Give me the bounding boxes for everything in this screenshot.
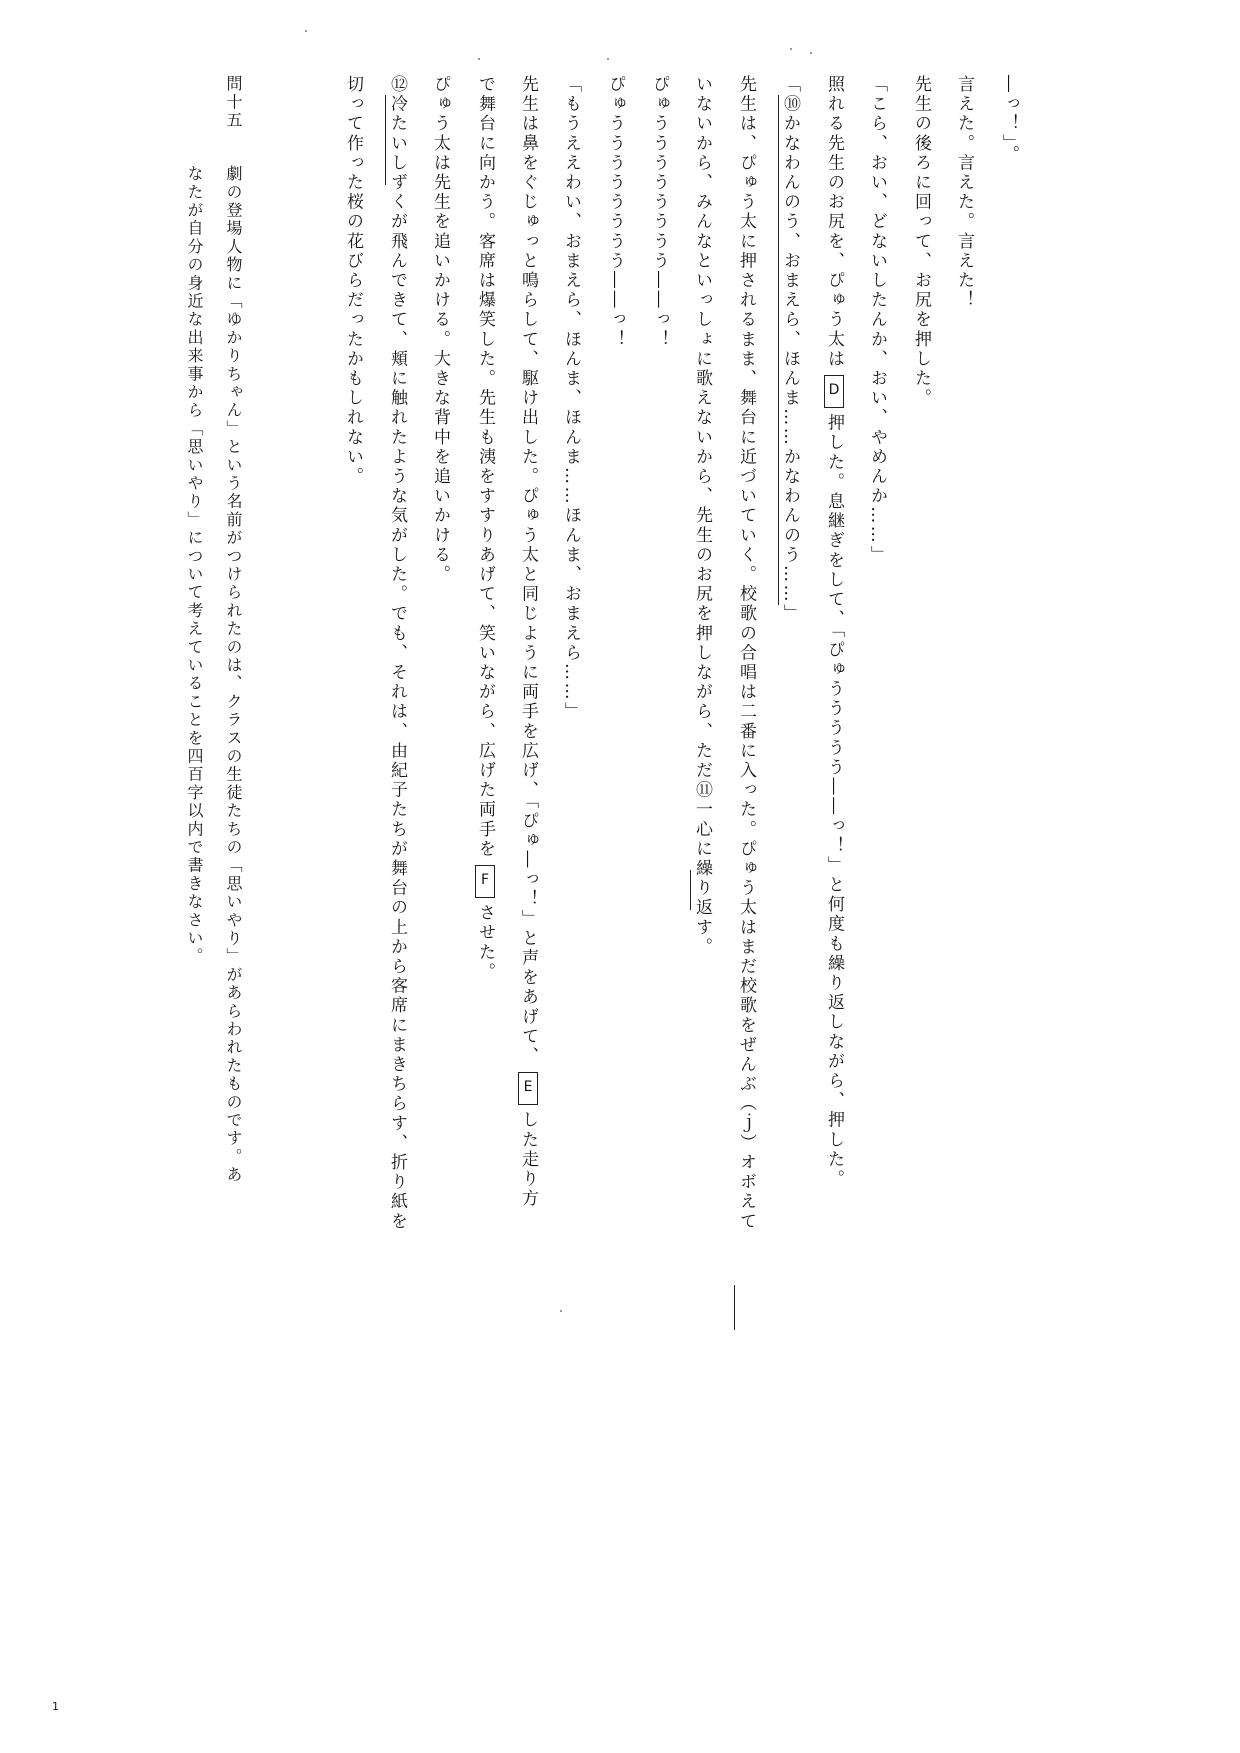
- passage-line-5-before: 照れる先生のお尻を、ぴゅう太は: [824, 75, 844, 369]
- passage-line-5: [824, 75, 844, 1189]
- underline-10: [778, 95, 779, 605]
- passage-line-16: 切って作った桜の花びらだったかもしれない。: [343, 75, 363, 487]
- passage-line-14: ぴゅう太は先生を追いかける。大きな背中を追いかける。: [430, 75, 450, 585]
- passage-line-11: 「もうええわい、おまえら、ほんま、ほんま……ほんま、おまえら……」: [561, 75, 581, 722]
- page-number: 1: [52, 1700, 59, 1713]
- scan-speck: [810, 52, 812, 54]
- scan-speck: [478, 58, 480, 60]
- scan-speck: [607, 58, 609, 60]
- question-text-line-2: なたが自分の身近な出来事から「思いやり」について考えていることを四百字以内で書きなさい。: [185, 165, 204, 966]
- question-number: 問十五: [224, 75, 243, 130]
- passage-line-8: いないから、みんなといっしょに歌えないから、先生のお尻を押しながら、ただ⑪一心に繰り返す。: [692, 75, 712, 957]
- blank-box-d: D: [824, 375, 844, 408]
- underline-11: [690, 870, 691, 910]
- scan-speck: [790, 48, 792, 50]
- passage-line-12-after: した走り方: [518, 1110, 538, 1209]
- passage-line-2: 言えた。言えた。言えた！: [954, 75, 974, 311]
- passage-line-1: ―っ！」。: [999, 75, 1019, 165]
- passage-line-15: ⑫冷たいしずくが飛んできて、頬に触れたような気がした。でも、それは、由紀子たちが舞台の上から客席にまきちらす、折り紙を: [387, 75, 407, 1232]
- passage-line-12-before: 先生は鼻をぐじゅっと鳴らして、駆け出した。ぴゅう太と同じように両手を広げ、「ぴゅ―っ！」と声をあげて、: [518, 75, 538, 1067]
- passage-line-13: [475, 75, 495, 982]
- underline-12: [385, 95, 386, 185]
- blank-box-e: E: [518, 1072, 538, 1105]
- scan-speck: [305, 30, 307, 32]
- passage-line-12: [518, 75, 538, 1209]
- scan-speck: [560, 1310, 562, 1312]
- passage-line-13-after: させた。: [475, 903, 495, 983]
- passage-line-4: 「こら、おい、どないしたんか、おい、やめんか……」: [867, 75, 887, 565]
- question-text-line-1: 劇の登場人物に「ゆかりちゃん」という名前がつけられたのは、クラスの生徒たちの「思いやり」があらわれたものです。あ: [224, 165, 243, 1185]
- blank-box-f: F: [475, 865, 495, 898]
- passage-line-6: 「⑩かなわんのう、おまえら、ほんま……かなわんのう……」: [780, 75, 800, 624]
- passage-line-7: 先生は、ぴゅう太に押されるまま、舞台に近づいていく。校歌の合唱は二番に入った。ぴゅう太はまだ校歌をぜんぶ（ｊ）オボえて: [736, 75, 756, 1232]
- underline-j: [734, 1285, 735, 1330]
- passage-line-9: ぴゅうううううううう――っ！: [649, 75, 669, 350]
- passage-line-5-after: 押した。息継ぎをして、「ぴゅううううう――っ！」と何度も繰り返しながら、押した。: [824, 413, 844, 1190]
- passage-line-13-before: で舞台に向かう。客席は爆笑した。先生も洟をすすりあげて、笑いながら、広げた両手を: [475, 75, 495, 859]
- passage-line-10: ぴゅうううううううう――っ！: [605, 75, 625, 350]
- passage-line-3: 先生の後ろに回って、お尻を押した。: [911, 75, 931, 409]
